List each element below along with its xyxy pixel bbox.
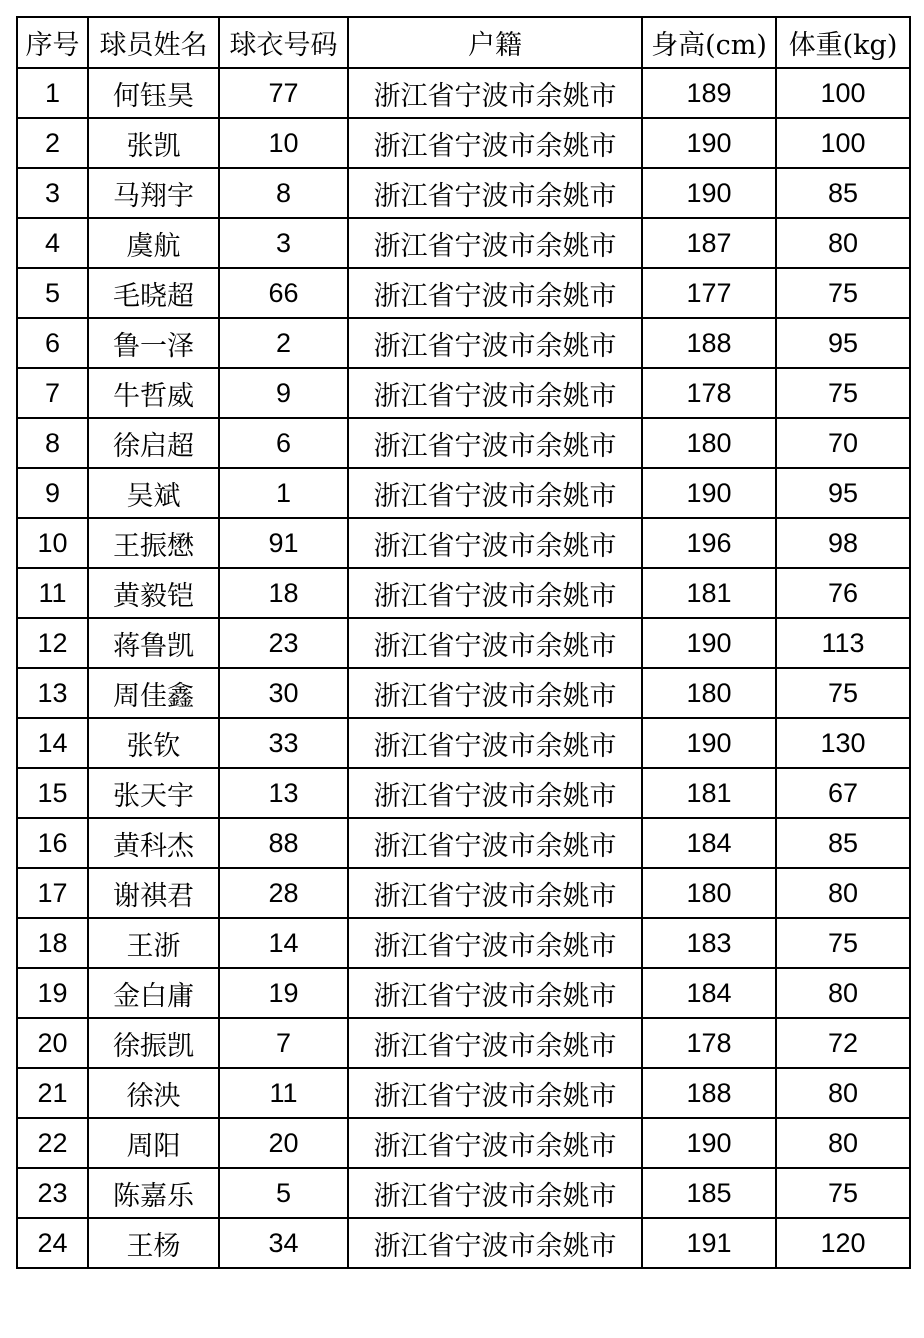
cell-jersey-number: 6	[219, 418, 348, 468]
cell-weight: 76	[776, 568, 910, 618]
cell-height: 181	[642, 768, 776, 818]
cell-hometown: 浙江省宁波市余姚市	[348, 368, 642, 418]
cell-index: 19	[17, 968, 88, 1018]
cell-hometown: 浙江省宁波市余姚市	[348, 218, 642, 268]
cell-index: 16	[17, 818, 88, 868]
cell-player-name: 周佳鑫	[88, 668, 219, 718]
cell-player-name: 张钦	[88, 718, 219, 768]
cell-jersey-number: 88	[219, 818, 348, 868]
cell-height: 191	[642, 1218, 776, 1268]
header-weight: 体重(kg)	[776, 17, 910, 68]
cell-player-name: 张天宇	[88, 768, 219, 818]
cell-height: 189	[642, 68, 776, 118]
cell-weight: 130	[776, 718, 910, 768]
cell-hometown: 浙江省宁波市余姚市	[348, 468, 642, 518]
cell-player-name: 王振懋	[88, 518, 219, 568]
cell-index: 18	[17, 918, 88, 968]
table-row	[17, 68, 910, 118]
table-body	[17, 68, 910, 1268]
table-row	[17, 368, 910, 418]
cell-player-name: 王浙	[88, 918, 219, 968]
cell-player-name: 徐泱	[88, 1068, 219, 1118]
cell-height: 183	[642, 918, 776, 968]
header-row	[17, 17, 910, 68]
cell-hometown: 浙江省宁波市余姚市	[348, 268, 642, 318]
cell-hometown: 浙江省宁波市余姚市	[348, 568, 642, 618]
cell-height: 190	[642, 1118, 776, 1168]
table-row	[17, 618, 910, 668]
cell-weight: 85	[776, 168, 910, 218]
table-row	[17, 318, 910, 368]
cell-height: 188	[642, 1068, 776, 1118]
cell-index: 9	[17, 468, 88, 518]
cell-weight: 100	[776, 68, 910, 118]
cell-weight: 75	[776, 368, 910, 418]
cell-height: 188	[642, 318, 776, 368]
cell-weight: 80	[776, 968, 910, 1018]
cell-index: 24	[17, 1218, 88, 1268]
cell-index: 3	[17, 168, 88, 218]
cell-hometown: 浙江省宁波市余姚市	[348, 968, 642, 1018]
cell-jersey-number: 23	[219, 618, 348, 668]
cell-index: 12	[17, 618, 88, 668]
cell-weight: 72	[776, 1018, 910, 1068]
cell-jersey-number: 7	[219, 1018, 348, 1068]
cell-player-name: 毛晓超	[88, 268, 219, 318]
cell-player-name: 谢祺君	[88, 868, 219, 918]
cell-height: 180	[642, 868, 776, 918]
cell-index: 11	[17, 568, 88, 618]
cell-jersey-number: 28	[219, 868, 348, 918]
cell-hometown: 浙江省宁波市余姚市	[348, 868, 642, 918]
cell-jersey-number: 19	[219, 968, 348, 1018]
cell-index: 8	[17, 418, 88, 468]
cell-hometown: 浙江省宁波市余姚市	[348, 1118, 642, 1168]
cell-height: 180	[642, 418, 776, 468]
table-row	[17, 1018, 910, 1068]
header-jersey-number: 球衣号码	[219, 17, 348, 68]
table-row	[17, 568, 910, 618]
header-index: 序号	[17, 17, 88, 68]
cell-weight: 85	[776, 818, 910, 868]
cell-jersey-number: 10	[219, 118, 348, 168]
cell-jersey-number: 11	[219, 1068, 348, 1118]
table-row	[17, 518, 910, 568]
cell-weight: 113	[776, 618, 910, 668]
table-row	[17, 1118, 910, 1168]
cell-player-name: 吴斌	[88, 468, 219, 518]
table-row	[17, 818, 910, 868]
cell-height: 181	[642, 568, 776, 618]
cell-player-name: 陈嘉乐	[88, 1168, 219, 1218]
cell-index: 6	[17, 318, 88, 368]
cell-index: 22	[17, 1118, 88, 1168]
cell-jersey-number: 1	[219, 468, 348, 518]
cell-player-name: 金白庸	[88, 968, 219, 1018]
cell-player-name: 何钰昊	[88, 68, 219, 118]
table-row	[17, 768, 910, 818]
cell-hometown: 浙江省宁波市余姚市	[348, 1018, 642, 1068]
cell-weight: 80	[776, 868, 910, 918]
cell-jersey-number: 33	[219, 718, 348, 768]
header-hometown: 户籍	[348, 17, 642, 68]
cell-hometown: 浙江省宁波市余姚市	[348, 518, 642, 568]
cell-weight: 80	[776, 1068, 910, 1118]
cell-jersey-number: 66	[219, 268, 348, 318]
cell-hometown: 浙江省宁波市余姚市	[348, 1218, 642, 1268]
cell-player-name: 黄毅铠	[88, 568, 219, 618]
cell-height: 187	[642, 218, 776, 268]
cell-weight: 98	[776, 518, 910, 568]
cell-index: 17	[17, 868, 88, 918]
cell-player-name: 徐振凯	[88, 1018, 219, 1068]
player-roster-table	[16, 16, 911, 1269]
table-row	[17, 218, 910, 268]
cell-height: 177	[642, 268, 776, 318]
cell-hometown: 浙江省宁波市余姚市	[348, 918, 642, 968]
cell-index: 4	[17, 218, 88, 268]
cell-index: 23	[17, 1168, 88, 1218]
cell-weight: 95	[776, 468, 910, 518]
cell-height: 184	[642, 818, 776, 868]
cell-index: 21	[17, 1068, 88, 1118]
cell-jersey-number: 8	[219, 168, 348, 218]
cell-jersey-number: 9	[219, 368, 348, 418]
cell-jersey-number: 18	[219, 568, 348, 618]
cell-hometown: 浙江省宁波市余姚市	[348, 418, 642, 468]
cell-index: 10	[17, 518, 88, 568]
cell-player-name: 王杨	[88, 1218, 219, 1268]
cell-jersey-number: 20	[219, 1118, 348, 1168]
cell-weight: 100	[776, 118, 910, 168]
table-row	[17, 168, 910, 218]
cell-hometown: 浙江省宁波市余姚市	[348, 68, 642, 118]
cell-index: 1	[17, 68, 88, 118]
table-row	[17, 268, 910, 318]
cell-height: 178	[642, 1018, 776, 1068]
cell-weight: 70	[776, 418, 910, 468]
cell-jersey-number: 14	[219, 918, 348, 968]
table-row	[17, 468, 910, 518]
cell-weight: 67	[776, 768, 910, 818]
cell-jersey-number: 77	[219, 68, 348, 118]
cell-jersey-number: 3	[219, 218, 348, 268]
cell-jersey-number: 5	[219, 1168, 348, 1218]
cell-height: 190	[642, 718, 776, 768]
cell-weight: 95	[776, 318, 910, 368]
cell-height: 190	[642, 468, 776, 518]
cell-player-name: 牛哲威	[88, 368, 219, 418]
header-player-name: 球员姓名	[88, 17, 219, 68]
table-row	[17, 1068, 910, 1118]
cell-player-name: 马翔宇	[88, 168, 219, 218]
cell-hometown: 浙江省宁波市余姚市	[348, 618, 642, 668]
cell-player-name: 鲁一泽	[88, 318, 219, 368]
cell-height: 180	[642, 668, 776, 718]
cell-index: 20	[17, 1018, 88, 1068]
header-height: 身高(cm)	[642, 17, 776, 68]
cell-hometown: 浙江省宁波市余姚市	[348, 318, 642, 368]
cell-player-name: 徐启超	[88, 418, 219, 468]
cell-hometown: 浙江省宁波市余姚市	[348, 118, 642, 168]
cell-height: 190	[642, 118, 776, 168]
table-row	[17, 718, 910, 768]
table-row	[17, 1168, 910, 1218]
cell-jersey-number: 30	[219, 668, 348, 718]
cell-weight: 80	[776, 218, 910, 268]
table-row	[17, 1218, 910, 1268]
table-header	[17, 17, 910, 68]
cell-index: 7	[17, 368, 88, 418]
cell-index: 13	[17, 668, 88, 718]
table-row	[17, 868, 910, 918]
cell-jersey-number: 2	[219, 318, 348, 368]
table-row	[17, 968, 910, 1018]
cell-hometown: 浙江省宁波市余姚市	[348, 718, 642, 768]
cell-height: 190	[642, 618, 776, 668]
cell-jersey-number: 34	[219, 1218, 348, 1268]
cell-hometown: 浙江省宁波市余姚市	[348, 1068, 642, 1118]
cell-player-name: 蒋鲁凯	[88, 618, 219, 668]
cell-height: 190	[642, 168, 776, 218]
cell-player-name: 张凯	[88, 118, 219, 168]
cell-player-name: 周阳	[88, 1118, 219, 1168]
cell-weight: 120	[776, 1218, 910, 1268]
cell-jersey-number: 13	[219, 768, 348, 818]
cell-index: 14	[17, 718, 88, 768]
cell-hometown: 浙江省宁波市余姚市	[348, 168, 642, 218]
cell-height: 196	[642, 518, 776, 568]
cell-index: 2	[17, 118, 88, 168]
table-row	[17, 918, 910, 968]
cell-hometown: 浙江省宁波市余姚市	[348, 768, 642, 818]
cell-height: 185	[642, 1168, 776, 1218]
cell-weight: 75	[776, 668, 910, 718]
cell-player-name: 黄科杰	[88, 818, 219, 868]
cell-hometown: 浙江省宁波市余姚市	[348, 668, 642, 718]
cell-height: 184	[642, 968, 776, 1018]
cell-index: 15	[17, 768, 88, 818]
table-row	[17, 418, 910, 468]
cell-hometown: 浙江省宁波市余姚市	[348, 1168, 642, 1218]
cell-jersey-number: 91	[219, 518, 348, 568]
cell-weight: 75	[776, 918, 910, 968]
table-row	[17, 668, 910, 718]
cell-weight: 75	[776, 268, 910, 318]
cell-player-name: 虞航	[88, 218, 219, 268]
cell-hometown: 浙江省宁波市余姚市	[348, 818, 642, 868]
cell-weight: 75	[776, 1168, 910, 1218]
cell-height: 178	[642, 368, 776, 418]
cell-index: 5	[17, 268, 88, 318]
cell-weight: 80	[776, 1118, 910, 1168]
table-row	[17, 118, 910, 168]
